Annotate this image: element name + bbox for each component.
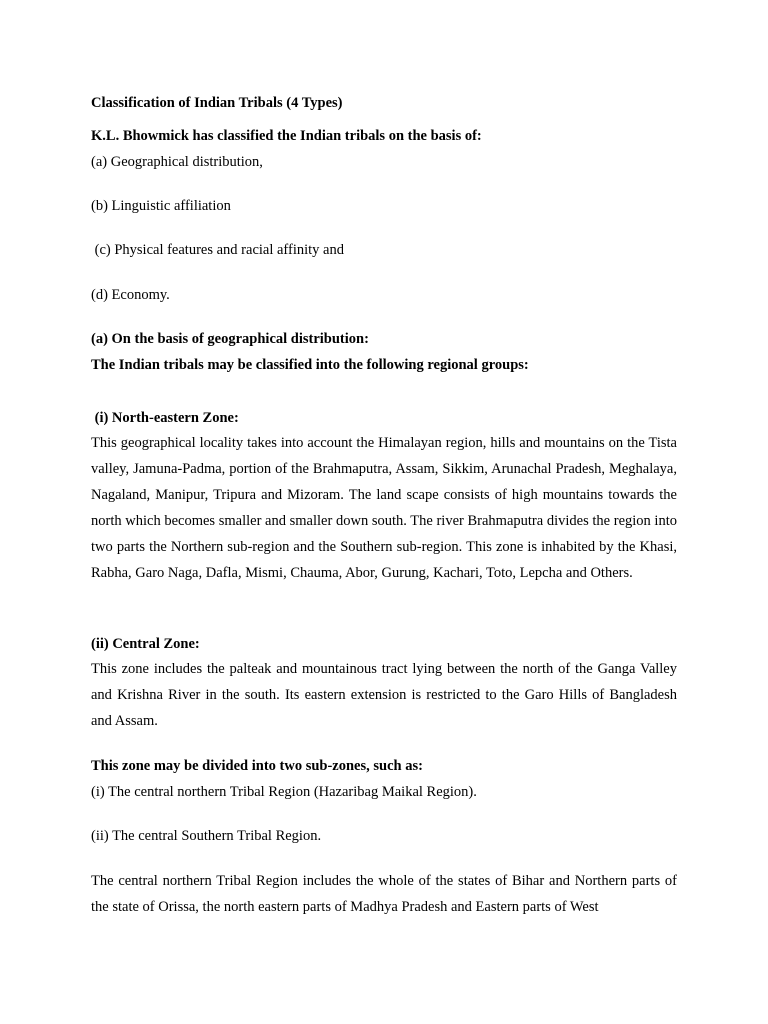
closing-paragraph: The central northern Tribal Region includes the whole of the states of Bihar and Northern parts of the state of Orissa, the north eastern parts of Madhya Pradesh and Eastern parts of West: [91, 873, 677, 915]
basis-item: (c) Physical features and racial affinity and: [91, 242, 344, 258]
subzone-item: (ii) The central Southern Tribal Region.: [91, 828, 322, 844]
basis-item: (b) Linguistic affiliation: [91, 198, 231, 214]
basis-item: (a) Geographical distribution,: [91, 154, 263, 170]
document-title: Classification of Indian Tribals (4 Types): [91, 95, 343, 111]
basis-item: (d) Economy.: [91, 287, 170, 303]
zone-heading: (ii) Central Zone:: [91, 636, 200, 652]
zone-heading: (i) North-eastern Zone:: [91, 410, 239, 426]
intro-text: K.L. Bhowmick has classified the Indian tribals on the basis of:: [91, 128, 482, 144]
subzones-heading: This zone may be divided into two sub-zones, such as:: [91, 758, 423, 774]
section-subheading: The Indian tribals may be classified into the following regional groups:: [91, 357, 529, 373]
zone-paragraph: This geographical locality takes into account the Himalayan region, hills and mountains on the Tista valley, Jamuna-Padma, portion of the Brahmaputra, Assam, Sikkim, Arunachal Pradesh, Meghalaya, Nagaland, Manipur, Tripura and Mizoram. The land scape consists of high mountains towards the north which becomes smaller and smaller down south. The river Brahmaputra divides the region into two parts the Northern sub-region and the Southern sub-region. This zone is inhabited by the Khasi, Rabha, Garo Naga, Dafla, Mismi, Chauma, Abor, Gurung, Kachari, Toto, Lepcha and Others.: [91, 435, 677, 581]
zone-paragraph: This zone includes the palteak and mountainous tract lying between the north of the Ganga Valley and Krishna River in the south. Its eastern extension is restricted to the Garo Hills of Bangladesh and Assam.: [91, 661, 677, 729]
section-heading: (a) On the basis of geographical distribution:: [91, 331, 369, 347]
subzone-item: (i) The central northern Tribal Region (Hazaribag Maikal Region).: [91, 784, 477, 800]
